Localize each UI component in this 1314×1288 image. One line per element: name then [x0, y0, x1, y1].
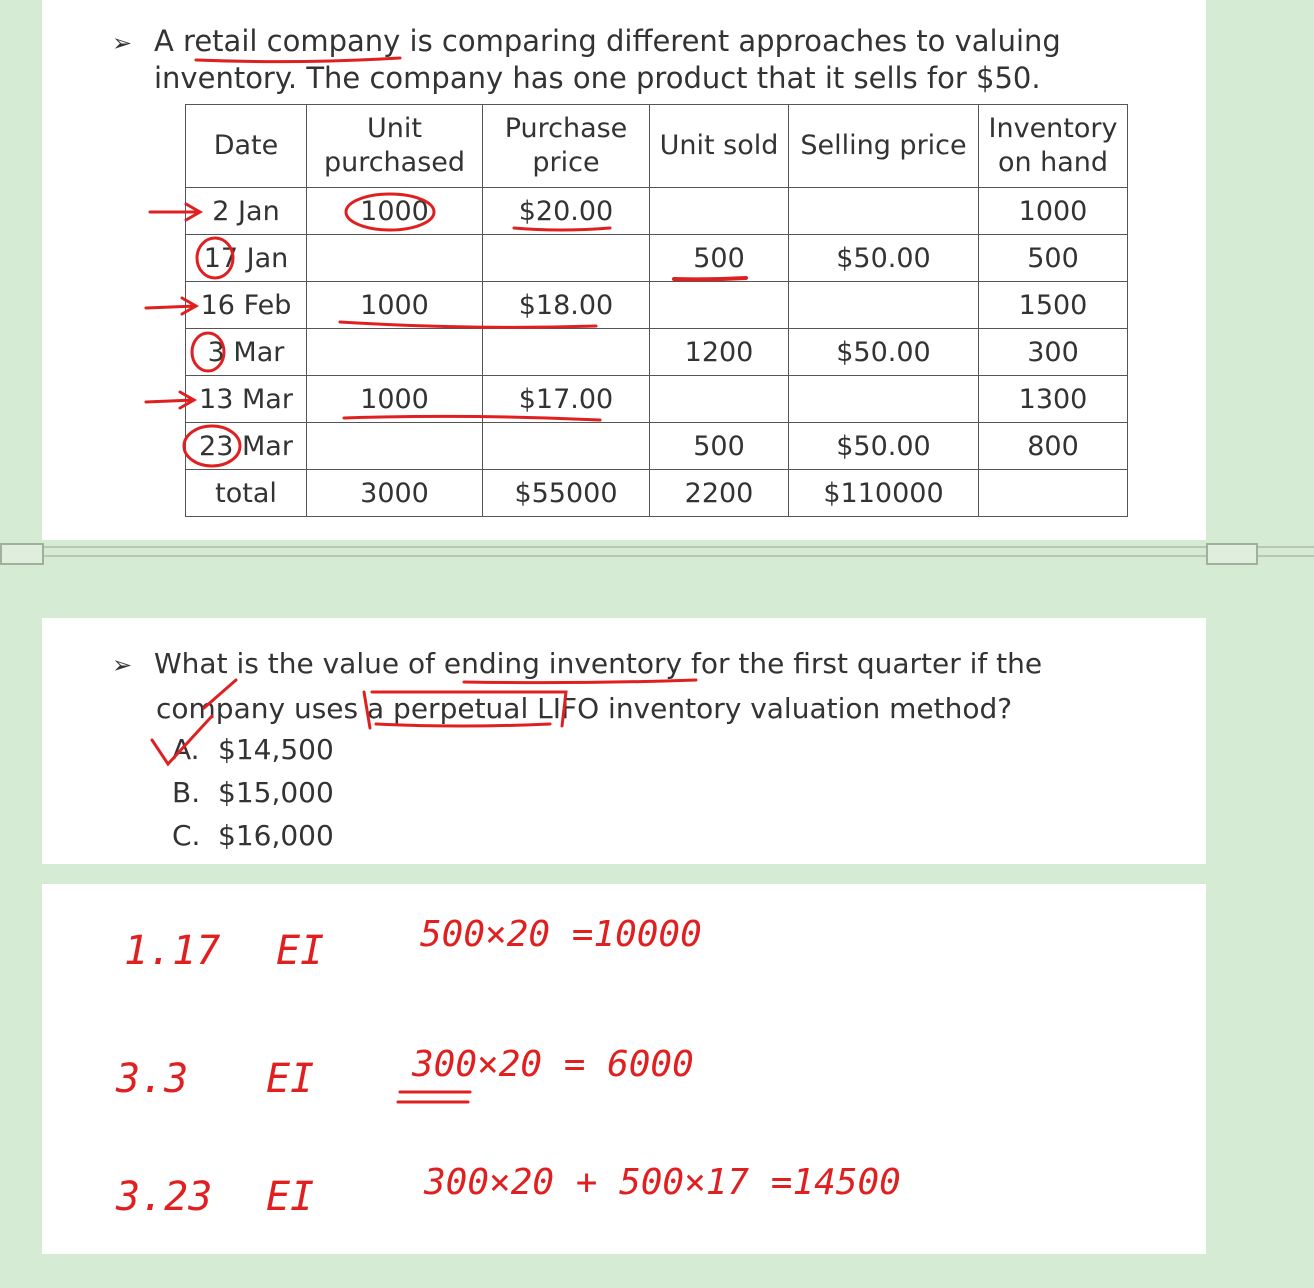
- cell-unit-purchased: 1000: [307, 188, 483, 235]
- cell-inventory: 300: [979, 329, 1128, 376]
- answer-options: [172, 728, 334, 857]
- cell-selling-price: [789, 188, 979, 235]
- note-calc: 300×20 = 6000: [412, 1044, 694, 1085]
- cell-selling-price: $50.00: [789, 329, 979, 376]
- table-row: [186, 376, 1128, 423]
- note-date: 1.17: [124, 928, 221, 974]
- note-label: EI: [266, 1056, 315, 1102]
- bullet-arrow-icon: ➢: [112, 651, 133, 679]
- cell-purchase-price: $18.00: [483, 282, 650, 329]
- cell-unit-purchased: 1000: [307, 282, 483, 329]
- intro-line-1: A retail company is comparing different approaches to valuing: [154, 24, 1061, 58]
- table-header-row: [186, 105, 1128, 188]
- cell-date: 2 Jan: [186, 188, 307, 235]
- cell-selling-price: [789, 282, 979, 329]
- divider-handle-left[interactable]: [0, 543, 44, 565]
- cell-selling-price: [789, 376, 979, 423]
- cell-inventory: 1300: [979, 376, 1128, 423]
- table-row: [186, 188, 1128, 235]
- bullet-arrow-icon: ➢: [112, 29, 133, 57]
- intro-text: [112, 24, 1092, 96]
- cell-unit-purchased: [307, 329, 483, 376]
- cell-purchase-price: $17.00: [483, 376, 650, 423]
- table-row: [186, 282, 1128, 329]
- header-unit-sold: Unit sold: [650, 105, 789, 188]
- cell-purchase-price: [483, 329, 650, 376]
- header-unit-purchased: Unit purchased: [307, 105, 483, 188]
- cell-date: 3 Mar: [186, 329, 307, 376]
- cell-unit-sold: [650, 282, 789, 329]
- cell-date: total: [186, 470, 307, 517]
- cell-unit-purchased: 1000: [307, 376, 483, 423]
- intro-line-2: inventory. The company has one product that it sells for $50.: [154, 61, 1041, 95]
- cell-inventory: 1000: [979, 188, 1128, 235]
- question-line-1: What is the value of ending inventory for the first quarter if the: [154, 647, 1043, 680]
- cell-date: 13 Mar: [186, 376, 307, 423]
- cell-selling-price: $50.00: [789, 235, 979, 282]
- cell-purchase-price: [483, 423, 650, 470]
- cell-date: 16 Feb: [186, 282, 307, 329]
- split-divider[interactable]: [0, 543, 1314, 565]
- cell-unit-purchased: 3000: [307, 470, 483, 517]
- note-label: EI: [276, 928, 325, 974]
- cell-date: 17 Jan: [186, 235, 307, 282]
- note-label: EI: [266, 1174, 315, 1220]
- table-row: [186, 423, 1128, 470]
- cell-unit-sold: [650, 376, 789, 423]
- cell-purchase-price: $55000: [483, 470, 650, 517]
- cell-unit-purchased: [307, 423, 483, 470]
- cell-date: 23 Mar: [186, 423, 307, 470]
- option-b[interactable]: B. $15,000: [172, 776, 334, 809]
- cell-inventory: 500: [979, 235, 1128, 282]
- option-a[interactable]: A. $14,500: [172, 733, 334, 766]
- header-purchase-price: Purchase price: [483, 105, 650, 188]
- cell-unit-sold: 500: [650, 235, 789, 282]
- cell-selling-price: $50.00: [789, 423, 979, 470]
- cell-unit-sold: [650, 188, 789, 235]
- note-calc: 500×20 =10000: [420, 914, 702, 955]
- cell-purchase-price: [483, 235, 650, 282]
- cell-inventory: 800: [979, 423, 1128, 470]
- option-c[interactable]: C. $16,000: [172, 819, 334, 852]
- note-date: 3.3: [116, 1056, 189, 1102]
- cell-unit-sold: 2200: [650, 470, 789, 517]
- inventory-table: [185, 104, 1128, 517]
- header-inventory-on-hand: Inventory on hand: [979, 105, 1128, 188]
- cell-unit-purchased: [307, 235, 483, 282]
- table-total-row: [186, 470, 1128, 517]
- cell-unit-sold: 1200: [650, 329, 789, 376]
- cell-inventory: [979, 470, 1128, 517]
- note-date: 3.23: [116, 1174, 213, 1220]
- cell-purchase-price: $20.00: [483, 188, 650, 235]
- divider-handle-right[interactable]: [1206, 543, 1258, 565]
- question-line-2: company uses a perpetual LIFO inventory valuation method?: [156, 692, 1013, 725]
- header-selling-price: Selling price: [789, 105, 979, 188]
- question-text: [112, 642, 1102, 730]
- cell-inventory: 1500: [979, 282, 1128, 329]
- cell-unit-sold: 500: [650, 423, 789, 470]
- cell-selling-price: $110000: [789, 470, 979, 517]
- table-row: [186, 329, 1128, 376]
- table-row: [186, 235, 1128, 282]
- note-calc: 300×20 + 500×17 =14500: [424, 1162, 901, 1203]
- header-date: Date: [186, 105, 307, 188]
